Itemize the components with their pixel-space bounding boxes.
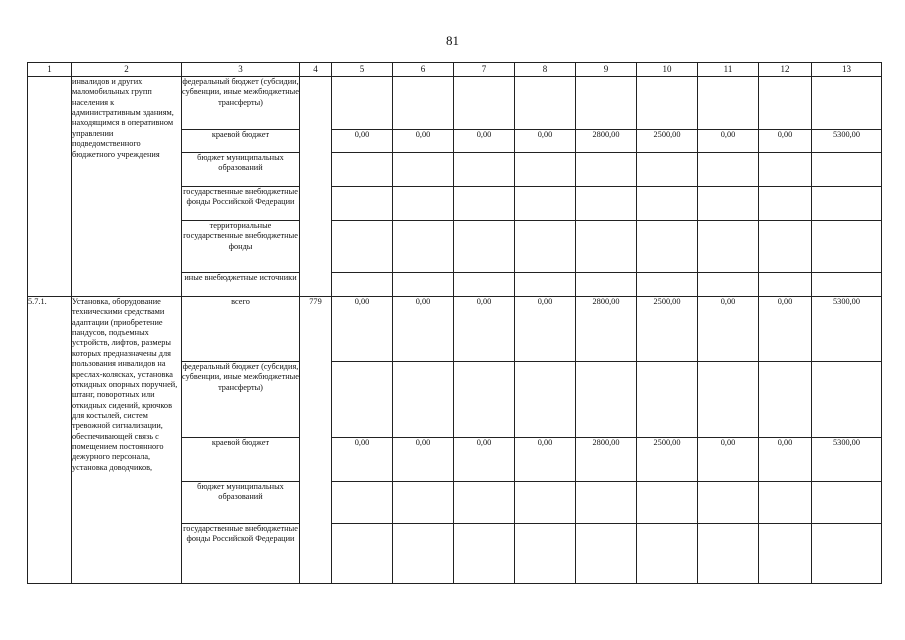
column-header-13: 13 bbox=[812, 63, 882, 77]
item-number bbox=[28, 77, 72, 297]
value-cell-col12: 0,00 bbox=[759, 297, 812, 362]
value-cell-col6 bbox=[393, 187, 454, 221]
value-cell-col13: 5300,00 bbox=[812, 130, 882, 153]
value-cell-col10 bbox=[637, 187, 698, 221]
value-cell-col7: 0,00 bbox=[454, 130, 515, 153]
value-cell-col13 bbox=[812, 362, 882, 438]
value-cell-col11 bbox=[698, 524, 759, 584]
value-cell-col7 bbox=[454, 482, 515, 524]
value-cell-col13 bbox=[812, 273, 882, 297]
value-cell-col12: 0,00 bbox=[759, 438, 812, 482]
value-cell-col10 bbox=[637, 482, 698, 524]
value-cell-col5 bbox=[332, 77, 393, 130]
header-row bbox=[28, 63, 882, 77]
item-description: Установка, оборудование техническими средствами адаптации (приобретение пандусов, подъемных устройств, лифтов, размеры которых предназначены для пользования инвалидов на креслах-колясках, установка откидных опорных поручней, штанг, поворотных или откидных сидений, крючков для костылей, систем тревожной сигнализации, обеспечивающей связь с помещением постоянного дежурного персонала, установка доводчиков, bbox=[72, 297, 182, 584]
value-cell-col5: 0,00 bbox=[332, 297, 393, 362]
value-cell-col6 bbox=[393, 153, 454, 187]
value-cell-col10: 2500,00 bbox=[637, 297, 698, 362]
value-cell-col12 bbox=[759, 153, 812, 187]
value-cell-col8 bbox=[515, 524, 576, 584]
value-cell-col6: 0,00 bbox=[393, 297, 454, 362]
column-header-8: 8 bbox=[515, 63, 576, 77]
value-cell-col8 bbox=[515, 273, 576, 297]
value-cell-col10: 2500,00 bbox=[637, 438, 698, 482]
item-description: инвалидов и других маломобильных групп населения к административным зданиям, находящимся в оперативном управлении подведомственного бюджетного учреждения bbox=[72, 77, 182, 297]
value-cell-col12 bbox=[759, 273, 812, 297]
value-cell-col6 bbox=[393, 362, 454, 438]
value-cell-col9: 2800,00 bbox=[576, 130, 637, 153]
column-header-11: 11 bbox=[698, 63, 759, 77]
value-cell-col7: 0,00 bbox=[454, 438, 515, 482]
funding-source: государственные внебюджетные фонды Российской Федерации bbox=[182, 524, 300, 584]
table-row bbox=[28, 77, 882, 130]
value-cell-col10 bbox=[637, 362, 698, 438]
value-cell-col12: 0,00 bbox=[759, 130, 812, 153]
budget-table bbox=[27, 62, 882, 584]
value-cell-col7 bbox=[454, 273, 515, 297]
value-cell-col5: 0,00 bbox=[332, 438, 393, 482]
value-cell-col5 bbox=[332, 524, 393, 584]
column-header-4: 4 bbox=[300, 63, 332, 77]
funding-source: краевой бюджет bbox=[182, 130, 300, 153]
value-cell-col7 bbox=[454, 524, 515, 584]
value-cell-col9 bbox=[576, 482, 637, 524]
value-cell-col7: 0,00 bbox=[454, 297, 515, 362]
funding-source: государственные внебюджетные фонды Российской Федерации bbox=[182, 187, 300, 221]
funding-source: бюджет муниципальных образований bbox=[182, 482, 300, 524]
value-cell-col13 bbox=[812, 482, 882, 524]
column-header-10: 10 bbox=[637, 63, 698, 77]
value-cell-col6 bbox=[393, 482, 454, 524]
column-header-7: 7 bbox=[454, 63, 515, 77]
value-cell-col8 bbox=[515, 482, 576, 524]
column-header-9: 9 bbox=[576, 63, 637, 77]
funding-source: федеральный бюджет (субсидии, субвенции, иные межбюджетные трансферты) bbox=[182, 77, 300, 130]
funding-source: территориальные государственные внебюджетные фонды bbox=[182, 221, 300, 273]
value-cell-col9 bbox=[576, 273, 637, 297]
value-cell-col5 bbox=[332, 221, 393, 273]
column-header-12: 12 bbox=[759, 63, 812, 77]
value-cell-col12 bbox=[759, 77, 812, 130]
value-cell-col11 bbox=[698, 221, 759, 273]
value-cell-col12 bbox=[759, 482, 812, 524]
funding-source: федеральный бюджет (субсидия, субвенции, иные межбюджетные трансферты) bbox=[182, 362, 300, 438]
value-cell-col9 bbox=[576, 153, 637, 187]
item-number: 5.7.1. bbox=[28, 297, 72, 584]
value-cell-col6 bbox=[393, 221, 454, 273]
value-cell-col13 bbox=[812, 221, 882, 273]
value-cell-col9 bbox=[576, 362, 637, 438]
value-cell-col12 bbox=[759, 524, 812, 584]
value-cell-col11 bbox=[698, 77, 759, 130]
value-cell-col10 bbox=[637, 153, 698, 187]
budget-code bbox=[300, 77, 332, 297]
value-cell-col6: 0,00 bbox=[393, 438, 454, 482]
value-cell-col12 bbox=[759, 187, 812, 221]
value-cell-col12 bbox=[759, 362, 812, 438]
value-cell-col5 bbox=[332, 187, 393, 221]
value-cell-col10 bbox=[637, 221, 698, 273]
column-header-6: 6 bbox=[393, 63, 454, 77]
value-cell-col7 bbox=[454, 77, 515, 130]
value-cell-col8: 0,00 bbox=[515, 297, 576, 362]
value-cell-col7 bbox=[454, 221, 515, 273]
value-cell-col9 bbox=[576, 524, 637, 584]
funding-source: краевой бюджет bbox=[182, 438, 300, 482]
value-cell-col7 bbox=[454, 362, 515, 438]
value-cell-col6 bbox=[393, 524, 454, 584]
value-cell-col8 bbox=[515, 221, 576, 273]
value-cell-col13 bbox=[812, 153, 882, 187]
value-cell-col6: 0,00 bbox=[393, 130, 454, 153]
value-cell-col9 bbox=[576, 187, 637, 221]
value-cell-col12 bbox=[759, 221, 812, 273]
value-cell-col11: 0,00 bbox=[698, 130, 759, 153]
value-cell-col8 bbox=[515, 187, 576, 221]
value-cell-col5 bbox=[332, 273, 393, 297]
value-cell-col5 bbox=[332, 362, 393, 438]
value-cell-col7 bbox=[454, 187, 515, 221]
page-number: 81 bbox=[446, 33, 459, 48]
value-cell-col8: 0,00 bbox=[515, 438, 576, 482]
value-cell-col5 bbox=[332, 482, 393, 524]
value-cell-col13 bbox=[812, 77, 882, 130]
column-header-2: 2 bbox=[72, 63, 182, 77]
value-cell-col11 bbox=[698, 482, 759, 524]
value-cell-col11: 0,00 bbox=[698, 438, 759, 482]
funding-source: иные внебюджетные источники bbox=[182, 273, 300, 297]
column-header-5: 5 bbox=[332, 63, 393, 77]
value-cell-col11 bbox=[698, 187, 759, 221]
value-cell-col11: 0,00 bbox=[698, 297, 759, 362]
value-cell-col8: 0,00 bbox=[515, 130, 576, 153]
value-cell-col9: 2800,00 bbox=[576, 297, 637, 362]
value-cell-col7 bbox=[454, 153, 515, 187]
value-cell-col11 bbox=[698, 362, 759, 438]
value-cell-col10: 2500,00 bbox=[637, 130, 698, 153]
value-cell-col9 bbox=[576, 77, 637, 130]
value-cell-col6 bbox=[393, 273, 454, 297]
column-header-3: 3 bbox=[182, 63, 300, 77]
value-cell-col13 bbox=[812, 187, 882, 221]
value-cell-col11 bbox=[698, 153, 759, 187]
value-cell-col8 bbox=[515, 77, 576, 130]
value-cell-col10 bbox=[637, 524, 698, 584]
value-cell-col13 bbox=[812, 524, 882, 584]
value-cell-col6 bbox=[393, 77, 454, 130]
value-cell-col13: 5300,00 bbox=[812, 438, 882, 482]
value-cell-col9: 2800,00 bbox=[576, 438, 637, 482]
value-cell-col5 bbox=[332, 153, 393, 187]
value-cell-col8 bbox=[515, 362, 576, 438]
funding-source: всего bbox=[182, 297, 300, 362]
value-cell-col10 bbox=[637, 77, 698, 130]
value-cell-col10 bbox=[637, 273, 698, 297]
value-cell-col13: 5300,00 bbox=[812, 297, 882, 362]
column-header-1: 1 bbox=[28, 63, 72, 77]
value-cell-col11 bbox=[698, 273, 759, 297]
value-cell-col9 bbox=[576, 221, 637, 273]
value-cell-col5: 0,00 bbox=[332, 130, 393, 153]
value-cell-col8 bbox=[515, 153, 576, 187]
table-row bbox=[28, 297, 882, 362]
budget-code: 779 bbox=[300, 297, 332, 584]
funding-source: бюджет муниципальных образований bbox=[182, 153, 300, 187]
